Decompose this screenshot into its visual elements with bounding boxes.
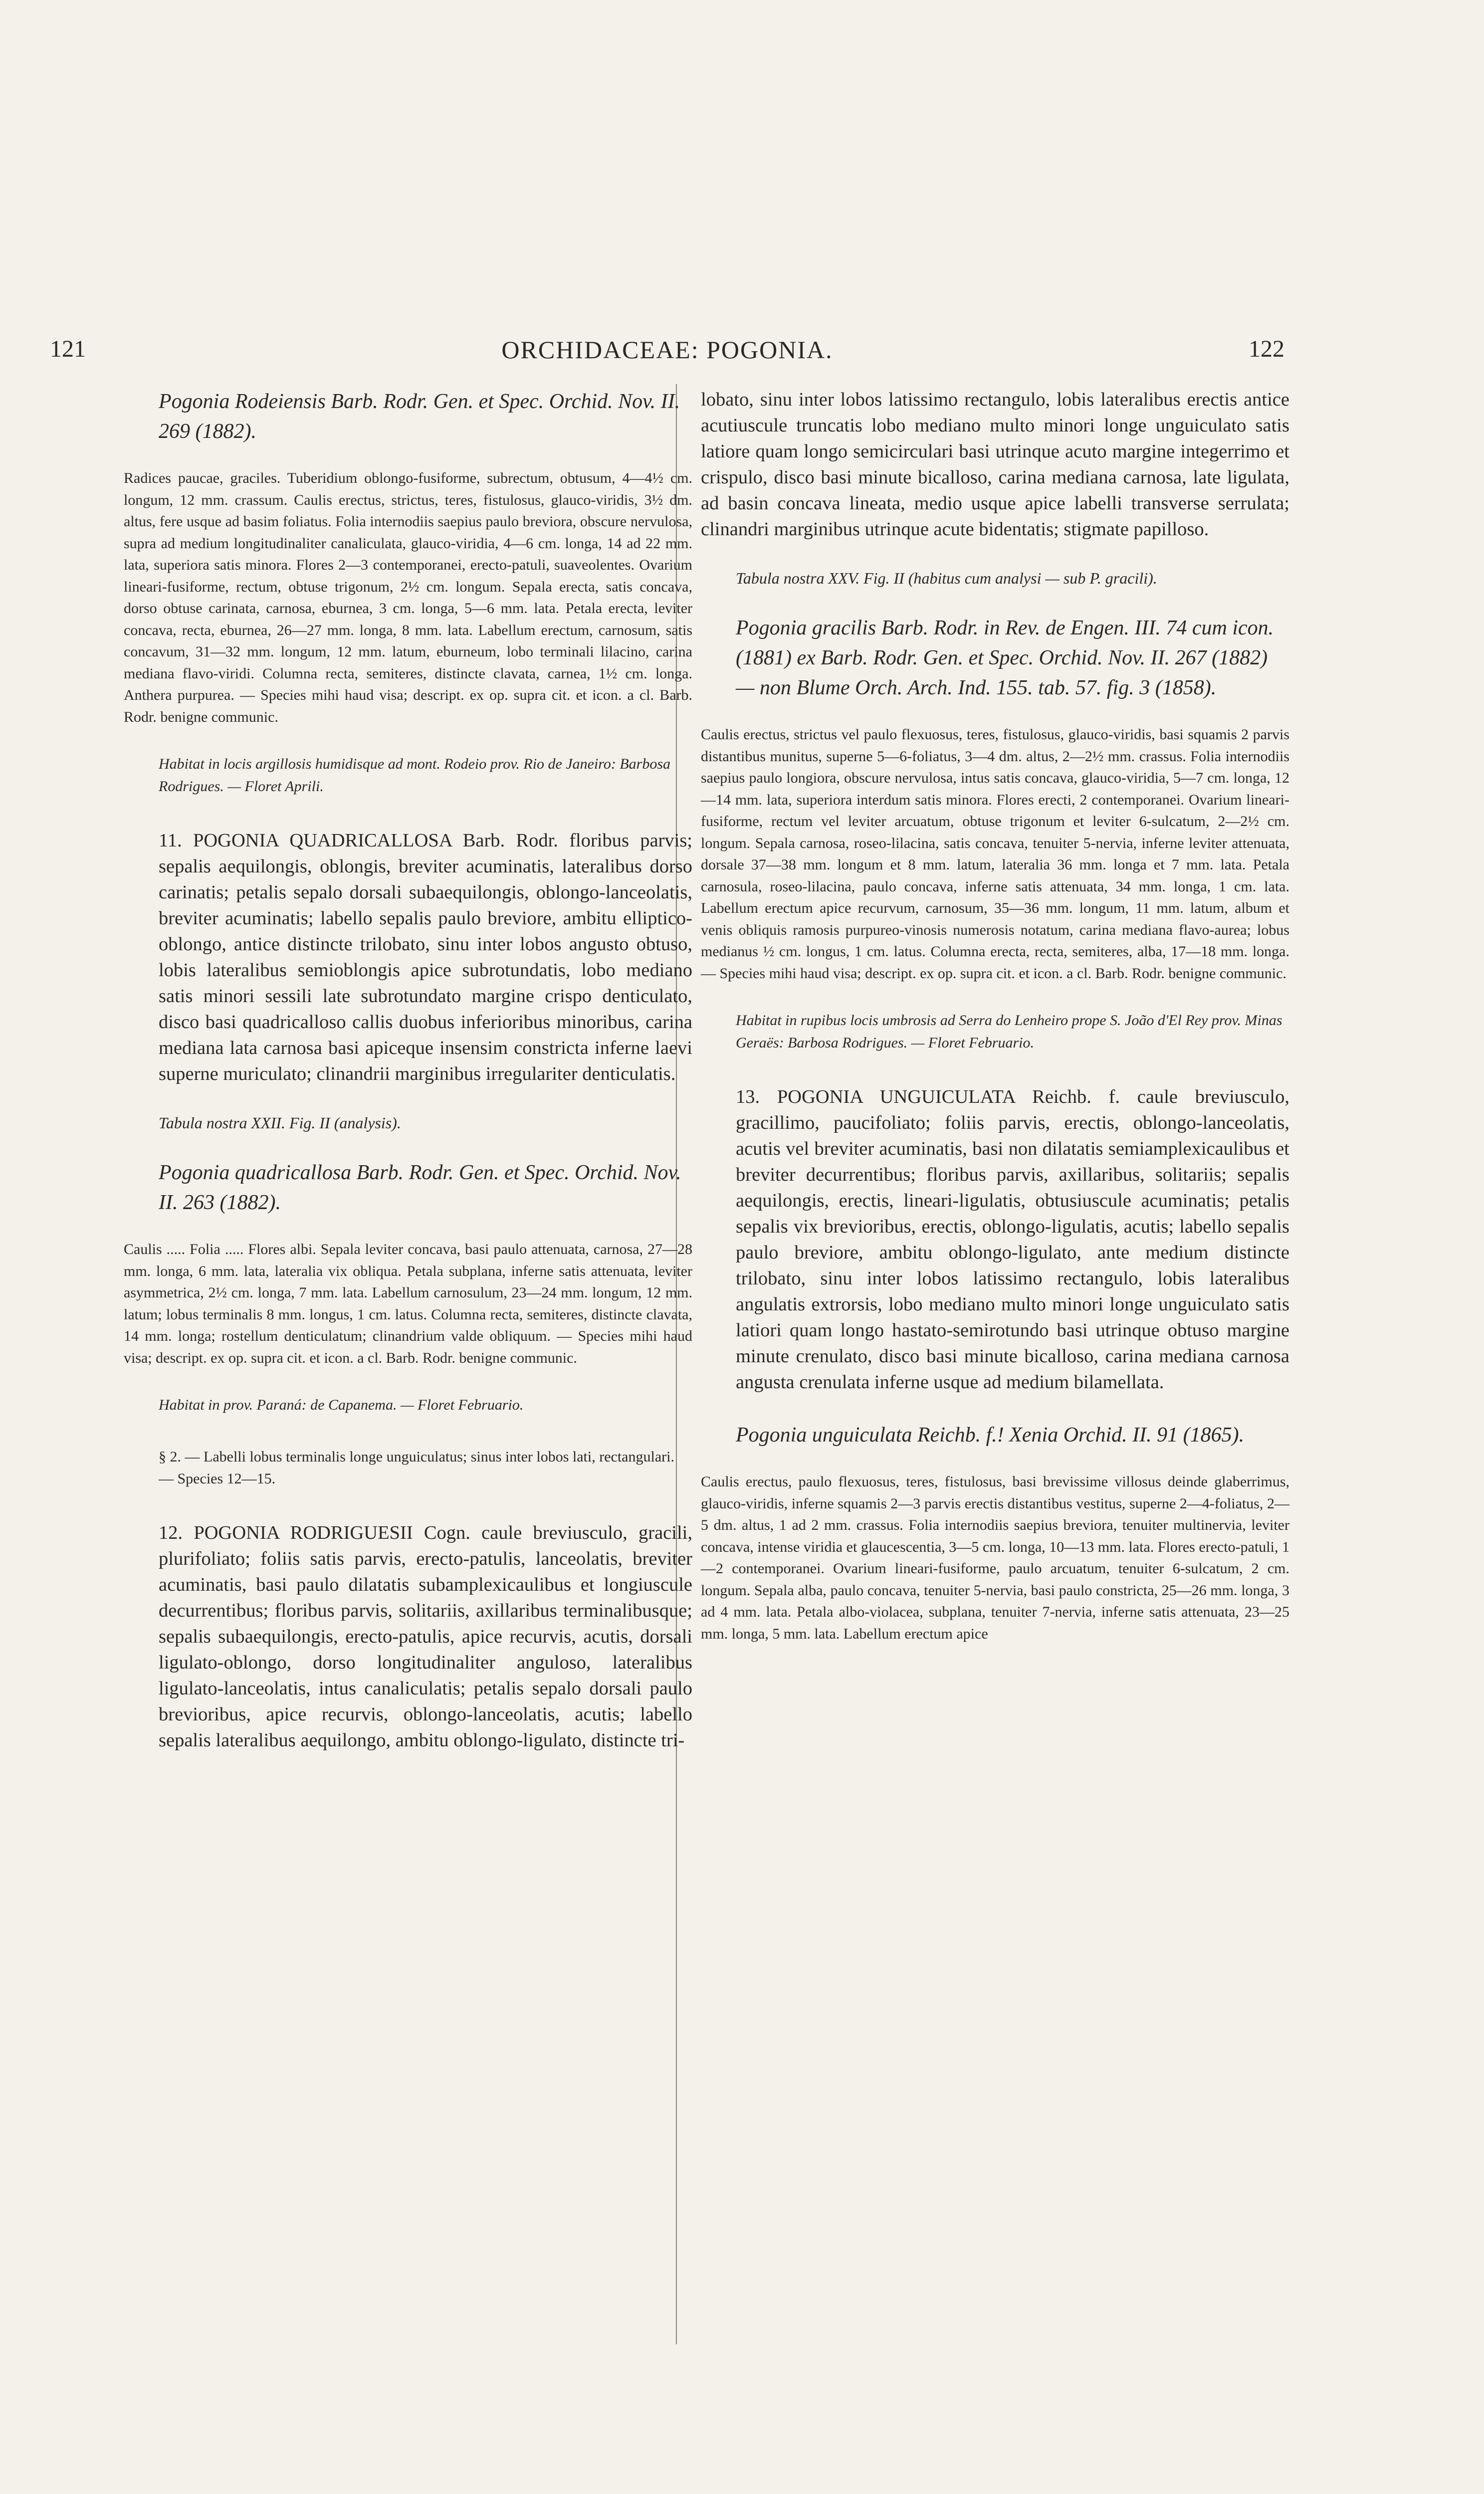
- species-continuation-rodriguesii: lobato, sinu inter lobos latissimo rectangulo, lobis lateralibus erectis antice acutiuscule truncatis lobo mediano multo minori longe unguiculato satis latiore quam longo semicirculari basi utrinque acuto margine integerrimo et crispulo, disco basi minute bicalloso, carina mediana carnosa, late ligulata, ad basin concava lineata, medio usque apice labelli transverse serrulata; clinandri marginibus utrinque acute bidentatis; stigmate papilloso.: [701, 389, 1289, 540]
- reference-unguiculata: Pogonia unguiculata Reichb. f.! Xenia Orchid. II. 91 (1865).: [736, 1424, 1245, 1447]
- habitat-rodriguesii: Habitat in rupibus locis umbrosis ad Serra do Lenheiro prope S. João d'El Rey prov. Minas Geraës: Barbosa Rodrigues. — Floret Februario.: [736, 1012, 1282, 1051]
- description-quadricallosa: Caulis ..... Folia ..... Flores albi. Sepala leviter concava, basi paulo attenuata, carnosa, 27—28 mm. longa, 6 mm. lata, lateralia vix obliqua. Petala subplana, inferne satis attenuata, leviter asymmetrica, 2½ cm. longa, 7 mm. lata. Labellum carnosulum, 23—24 mm. longum, 12 mm. latum; lobus terminalis 8 mm. longus, 1 cm. latus. Columna recta, semiteres, distincte clavata, 14 mm. longa; rostellum denticulatum; clinandrium valde obliquum. — Species mihi haud visa; descript. ex op. supra cit. et icon. a cl. Barb. Rodr. benigne communic.: [124, 1241, 692, 1366]
- habitat-quadricallosa: Habitat in prov. Paraná: de Capanema. — Floret Februario.: [159, 1397, 524, 1413]
- tabula-rodriguesii: Tabula nostra XXV. Fig. II (habitus cum analysi — sub P. gracili).: [736, 569, 1157, 587]
- reference-rodriguesii: Pogonia gracilis Barb. Rodr. in Rev. de Engen. III. 74 cum icon. (1881) ex Barb. Rodr. Gen. et Spec. Orchid. Nov. II. 267 (1882) — non Blume Orch. Arch. Ind. 155. tab. 57. fig. 3 (1858).: [736, 617, 1274, 699]
- page-number-left: 121: [50, 336, 86, 362]
- species-heading-quadricallosa: 11. POGONIA QUADRICALLOSA Barb. Rodr. floribus parvis; sepalis aequilongis, oblongis, breviter acuminatis, lateralibus dorso carinatis; petalis sepalo dorsali subaequilongis, oblongo-lanceolatis, breviter acuminatis; labello sepalis paulo breviore, ambitu elliptico-oblongo, antice distincte trilobato, sinu inter lobos angusto obtuso, lobis lateralibus semioblongis apice subrotundatis, lobo mediano satis minori sessili late subrotundato margine crispo denticulato, disco basi quadricalloso callis duobus inferioribus minoribus, carina mediana lata carnosa basi apiceque insensim constricta inferne laevi superne muriculato; clinandrii marginibus irregulariter denticulatis.: [159, 830, 692, 1084]
- running-title: ORCHIDACEAE: POGONIA.: [501, 336, 833, 364]
- tabula-quadricallosa: Tabula nostra XXII. Fig. II (analysis).: [159, 1114, 401, 1132]
- page-header: [50, 335, 1284, 375]
- left-column: [124, 387, 692, 1778]
- habitat-rodeiensis: Habitat in locis argillosis humidisque ad mont. Rodeio prov. Rio de Janeiro: Barbosa Rodrigues. — Floret Aprili.: [159, 756, 671, 795]
- right-column: [701, 387, 1289, 1669]
- reference-rodeiensis: Pogonia Rodeiensis Barb. Rodr. Gen. et Spec. Orchid. Nov. II. 269 (1882).: [159, 390, 680, 443]
- description-rodriguesii: Caulis erectus, strictus vel paulo flexuosus, teres, fistulosus, glauco-viridis, basi squamis 2 parvis distantibus munitus, superne 5—6-foliatus, 3—4 dm. altus, 2—2½ mm. crassus. Folia internodiis saepius paulo longiora, obscure nervulosa, intus satis concava, glauco-viridia, 5—7 cm. longa, 12—14 mm. lata, superiora interdum satis minora. Flores erecti, 2 contemporanei. Ovarium lineari-fusiforme, rectum vel leviter arcuatum, obtuse trigonum et leviter 6-sulcatum, 2—2½ cm. longum. Sepala carnosa, roseo-lilacina, satis concava, tenuiter 5-nervia, inferne leviter attenuata, dorsale 37—38 mm. longum et 8 mm. latum, lateralia 36 mm. longa et 7 mm. lata. Petala carnosula, roseo-lilacina, paulo concava, inferne satis attenuata, 34 mm. longa, 1 cm. lata. Labellum erectum apice recurvum, carnosum, 35—36 mm. longum, 11 mm. latum, album et venis obliquis ramosis purpureo-vinosis numerosis notatum, carina mediana flavo-aurea; lobus medianus ½ cm. longus, 1 cm. latus. Columna erecta, recta, semiteres, alba, 17—18 mm. longa. — Species mihi haud visa; descript. ex op. supra cit. et icon. a cl. Barb. Rodr. benigne communic.: [701, 726, 1289, 982]
- description-unguiculata: Caulis erectus, paulo flexuosus, teres, fistulosus, basi brevissime villosus deinde glaberrimus, glauco-viridis, inferne squamis 2—3 parvis erectis distantibus vestitus, superne 2—4-foliatus, 2—5 dm. altus, 1 ad 2 mm. crassus. Folia internodiis saepius breviora, tenuiter multinervia, leviter concava, intense viridia et glaucescentia, 3—5 cm. longa, 10—13 mm. lata. Flores erecto-patuli, 1—2 contemporanei. Ovarium lineari-fusiforme, paulo arcuatum, tenuiter 6-sulcatum, 2 cm. longum. Sepala alba, paulo concava, tenuiter 5-nervia, basi paulo constricta, 25—26 mm. longa, 3 ad 4 mm. lata. Petala albo-violacea, subplana, tenuiter 7-nervia, inferne satis attenuata, 23—25 mm. longa, 5 mm. lata. Labellum erectum apice: [701, 1473, 1289, 1642]
- description-rodeiensis: Radices paucae, graciles. Tuberidium oblongo-fusiforme, subrectum, obtusum, 4—4½ cm. longum, 12 mm. crassum. Caulis erectus, strictus, teres, fistulosus, glauco-viridis, 3½ dm. altus, fere usque ad basim foliatus. Folia internodiis saepius paulo breviora, obscure nervulosa, supra ad medium longitudinaliter canaliculata, glauco-viridia, 4—6 cm. longa, 14 ad 22 mm. lata, superiora satis minora. Flores 2—3 contemporanei, erecto-patuli, suaveolentes. Ovarium lineari-fusiforme, rectum, obtuse trigonum, 2½ cm. longum. Sepala erecta, satis concava, dorso obtuse carinata, carnosa, eburnea, 3 cm. longa, 5—6 mm. lata. Petala erecta, leviter concava, recta, eburnea, 26—27 mm. longa, 8 mm. lata. Labellum erectum, carnosum, satis concavum, 31—32 mm. longum, 12 mm. latum, eburneum, lobo terminali lilacino, carina mediana flavo-viridi. Columna recta, semiteres, distincte clavata, carnea, 1½ cm. longa. Anthera purpurea. — Species mihi haud visa; descript. ex op. supra cit. et icon. a cl. Barb. Rodr. benigne communic.: [124, 470, 692, 725]
- page-number-right: 122: [1249, 336, 1284, 362]
- section-note-2: § 2. — Labelli lobus terminalis longe unguiculatus; sinus inter lobos lati, rectangulari. — Species 12—15.: [159, 1449, 674, 1487]
- species-heading-rodriguesii: 12. POGONIA RODRIGUESII Cogn. caule breviusculo, gracili, plurifoliato; foliis satis parvis, erecto-patulis, lanceolatis, breviter acuminatis, basi paulo dilatatis subamplexicaulibus et longiuscule decurrentibus; floribus parvis, solitariis, axillaribus terminalibusque; sepalis subaequilongis, erecto-patulis, apice recurvis, acutis, dorsali ligulato-oblongo, dorso longitudinaliter anguloso, lateralibus ligulato-lanceolatis, intus canaliculatis; petalis sepalo dorsali paulo brevioribus, apice recurvis, oblongo-lanceolatis, acutis; labello sepalis lateralibus aequilongo, ambitu oblongo-ligulato, distincte tri-: [159, 1522, 692, 1751]
- species-heading-unguiculata: 13. POGONIA UNGUICULATA Reichb. f. caule breviusculo, gracillimo, paucifoliato; foliis parvis, erectis, oblongo-lanceolatis, acutis vel breviter acuminatis, basi non dilatatis semiamplexicaulibus et breviter decurrentibus; floribus parvis, axillaribus, solitariis; sepalis aequilongis, erectis, lineari-ligulatis, obtusiuscule acuminatis; petalis sepalis vix brevioribus, erectis, oblongo-ligulatis, acutis; labello sepalis paulo breviore, ambitu oblongo-ligulato, ante medium distincte trilobato, sinu inter lobos latissimo rectangulo, lobis lateralibus angulatis extrorsis, lobo mediano multo minori longe unguiculato satis latiori quam longo hastato-semirotundo basi utrinque obtuso margine minute crenulato, disco basi minute bicalloso, carina mediana carnosa angusta crenulata inferne usque ad medium bilamellata.: [736, 1086, 1289, 1393]
- reference-quadricallosa: Pogonia quadricallosa Barb. Rodr. Gen. et Spec. Orchid. Nov. II. 263 (1882).: [159, 1161, 681, 1214]
